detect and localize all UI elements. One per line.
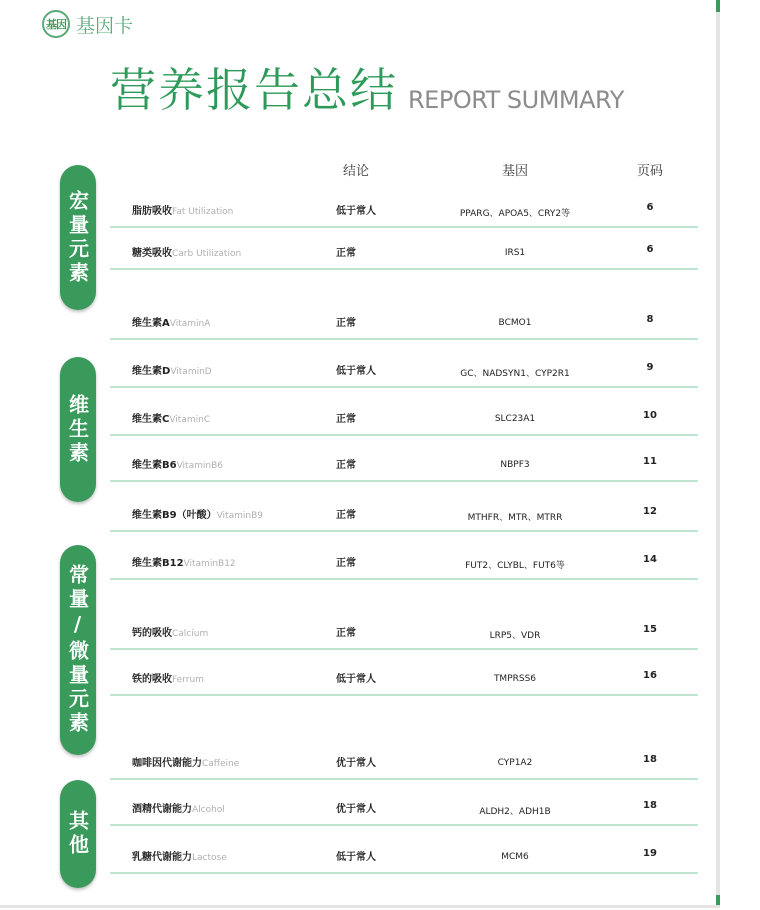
table-row: [110, 442, 698, 482]
row-gene: GC、NADSYN1、CYP2R1: [460, 369, 570, 379]
row-item-en: VitaminC: [169, 415, 211, 425]
table-row: [110, 740, 698, 780]
row-conclusion: 正常: [336, 414, 356, 425]
row-gene: FUT2、CLYBL、FUT6等: [465, 561, 565, 571]
table-row: [110, 786, 698, 826]
row-item: [132, 314, 210, 329]
row-gene: BCMO1: [498, 318, 532, 328]
row-item-cn: 维生素A: [132, 318, 170, 329]
row-page: 10: [643, 410, 657, 421]
row-item-en: Lactose: [192, 853, 227, 863]
logo-mark: 基因: [42, 10, 70, 38]
row-divider: [110, 824, 698, 826]
title-chinese: 营养报告总结: [110, 63, 398, 117]
row-divider: [110, 872, 698, 874]
row-divider: [110, 226, 698, 228]
row-item: [132, 410, 210, 425]
logo-text: 基因卡: [76, 14, 134, 37]
row-divider: [110, 578, 698, 580]
row-divider: [110, 778, 698, 780]
row-divider: [110, 386, 698, 388]
row-item: [132, 506, 263, 521]
row-item-cn: 维生素B6: [132, 460, 177, 471]
row-item: [132, 202, 233, 217]
row-divider: [110, 648, 698, 650]
table-row: [110, 656, 698, 696]
page-edge: [716, 0, 720, 905]
row-page: 18: [643, 800, 657, 811]
group-pill-vitamins: 维生素: [60, 357, 96, 502]
table-row: [110, 348, 698, 388]
column-header-conclusion: 结论: [342, 164, 369, 179]
row-page: 15: [643, 624, 657, 635]
group-pill-others: 其他: [60, 780, 96, 888]
row-item-en: VitaminA: [169, 319, 211, 329]
row-conclusion: 低于常人: [336, 674, 376, 685]
row-item-cn: 咖啡因代谢能力: [132, 758, 202, 769]
title-english: REPORT SUMMARY: [408, 86, 624, 114]
page-title: [110, 62, 624, 118]
row-page: 14: [643, 554, 657, 565]
row-item: [132, 800, 225, 815]
row-item-cn: 酒精代谢能力: [132, 804, 192, 815]
row-item: [132, 848, 227, 863]
row-item-en: Caffeine: [202, 759, 240, 769]
row-item-cn: 铁的吸收: [132, 674, 172, 685]
row-item-en: Fat Utilization: [172, 207, 234, 217]
row-item: [132, 624, 208, 639]
row-page: 9: [646, 362, 654, 373]
column-header-gene: 基因: [501, 164, 528, 179]
table-row: [110, 540, 698, 580]
row-item-en: VitaminB9: [216, 511, 263, 521]
table-row: [110, 188, 698, 228]
row-item-cn: 维生素D: [132, 366, 171, 377]
row-divider: [110, 530, 698, 532]
row-gene: TMPRSS6: [493, 674, 537, 684]
row-item-cn: 乳糖代谢能力: [132, 852, 192, 863]
row-item-en: VitaminB6: [176, 461, 223, 471]
row-page: 11: [643, 456, 657, 467]
row-page: 18: [643, 754, 657, 765]
row-divider: [110, 694, 698, 696]
row-conclusion: 低于常人: [336, 366, 376, 377]
row-gene: MCM6: [501, 852, 529, 862]
row-item-en: Carb Utilization: [172, 249, 242, 259]
row-gene: MTHFR、MTR、MTRR: [467, 513, 563, 523]
table-row: [110, 396, 698, 436]
row-page: 12: [643, 506, 657, 517]
row-item-en: VitaminD: [170, 367, 212, 377]
row-item-cn: 钙的吸收: [132, 628, 172, 639]
row-conclusion: 优于常人: [336, 804, 376, 815]
table-row: [110, 300, 698, 340]
row-gene: LRP5、VDR: [489, 631, 541, 641]
brand-logo: [42, 10, 133, 38]
row-divider: [110, 434, 698, 436]
row-item-en: Alcohol: [192, 805, 225, 815]
row-item: [132, 554, 236, 569]
row-conclusion: 正常: [336, 318, 356, 329]
row-conclusion: 正常: [336, 510, 356, 521]
row-gene: CYP1A2: [497, 758, 533, 768]
row-item-en: VitaminB12: [183, 559, 236, 569]
row-page: 8: [646, 314, 654, 325]
row-item-en: Calcium: [172, 629, 209, 639]
row-page: 16: [643, 670, 657, 681]
row-divider: [110, 268, 698, 270]
row-gene: PPARG、APOA5、CRY2等: [459, 209, 571, 219]
row-item: [132, 244, 241, 259]
row-conclusion: 优于常人: [336, 758, 376, 769]
row-item-cn: 维生素C: [132, 414, 170, 425]
row-item: [132, 362, 212, 377]
row-item-cn: 维生素B12: [132, 558, 184, 569]
row-page: 6: [646, 202, 654, 213]
table-row: [110, 834, 698, 874]
row-item: [132, 456, 223, 471]
row-page: 6: [646, 244, 654, 255]
row-item-en: Ferrum: [172, 675, 204, 685]
row-gene: SLC23A1: [494, 414, 536, 424]
row-conclusion: 正常: [336, 248, 356, 259]
row-item: [132, 754, 239, 769]
row-conclusion: 低于常人: [336, 206, 376, 217]
row-conclusion: 正常: [336, 558, 356, 569]
row-conclusion: 正常: [336, 460, 356, 471]
row-gene: ALDH2、ADH1B: [479, 807, 551, 817]
row-conclusion: 正常: [336, 628, 356, 639]
row-conclusion: 低于常人: [336, 852, 376, 863]
table-row: [110, 492, 698, 532]
group-pill-minerals: 常量/微量元素: [60, 545, 96, 755]
table-row: [110, 230, 698, 270]
row-item-cn: 脂肪吸收: [132, 206, 172, 217]
group-pill-macronutrients: 宏量元素: [60, 165, 96, 310]
row-divider: [110, 480, 698, 482]
row-gene: IRS1: [504, 248, 526, 258]
row-divider: [110, 338, 698, 340]
table-row: [110, 610, 698, 650]
row-item-cn: 维生素B9（叶酸）: [132, 510, 217, 521]
page-bottom-edge: [0, 905, 720, 908]
row-page: 19: [643, 848, 657, 859]
row-item-cn: 糖类吸收: [132, 248, 172, 259]
column-header-page: 页码: [636, 164, 663, 179]
row-gene: NBPF3: [500, 460, 530, 470]
row-item: [132, 670, 204, 685]
